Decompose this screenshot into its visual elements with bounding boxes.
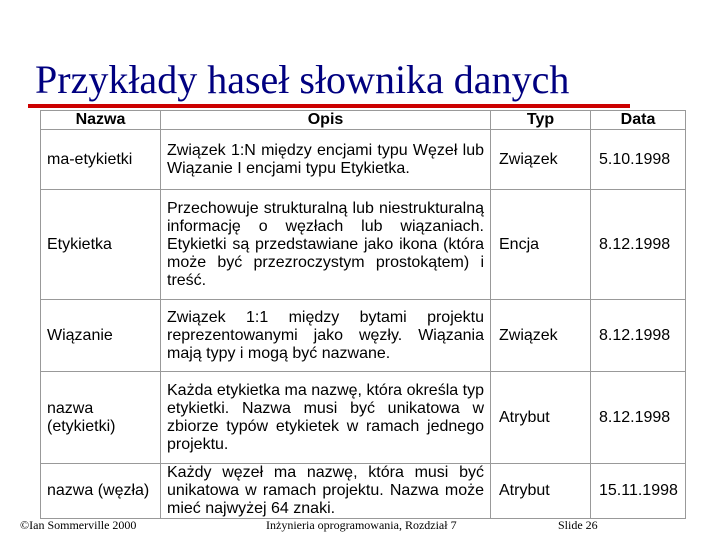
entry-date: 8.12.1998 xyxy=(591,300,686,372)
entry-description: Związek 1:1 między bytami projektu reprezentowanymi jako węzły. Wiązania mają typy i mogą być nazwane. xyxy=(161,300,491,372)
table-row xyxy=(41,130,686,190)
entry-description: Każdy węzeł ma nazwę, która musi być unikatowa w ramach projektu. Nazwa może mieć najwyżej 64 znaki. xyxy=(161,464,491,519)
entry-name: Wiązanie xyxy=(41,300,161,372)
entry-name: nazwa (węzła) xyxy=(41,464,161,519)
footer-copyright: ©Ian Sommerville 2000 xyxy=(20,518,137,532)
entry-type: Atrybut xyxy=(491,464,591,519)
entry-type: Atrybut xyxy=(491,372,591,464)
entry-date: 15.11.1998 xyxy=(591,464,686,519)
table-header-row xyxy=(41,111,686,130)
entry-type: Związek xyxy=(491,130,591,190)
footer-course-title: Inżynieria oprogramowania, Rozdział 7 xyxy=(266,518,457,532)
entry-type: Encja xyxy=(491,190,591,300)
table-row xyxy=(41,300,686,372)
entry-description: Przechowuje strukturalną lub niestrukturalną informację o węzłach lub wiązaniach. Etykietki są przedstawiane jako ikona (która może być przezroczystym prostokątem) i treść. xyxy=(161,190,491,300)
slide-title: Przykłady haseł słownika danych xyxy=(35,57,570,102)
table-row xyxy=(41,190,686,300)
table-row xyxy=(41,372,686,464)
entry-type: Związek xyxy=(491,300,591,372)
title-underline xyxy=(28,104,630,108)
column-header-name: Nazwa xyxy=(41,111,161,130)
entry-description: Związek 1:N między encjami typu Węzeł lub Wiązanie I encjami typu Etykietka. xyxy=(161,130,491,190)
entry-name: nazwa (etykietki) xyxy=(41,372,161,464)
entry-name: Etykietka xyxy=(41,190,161,300)
entry-date: 8.12.1998 xyxy=(591,190,686,300)
column-header-description: Opis xyxy=(161,111,491,130)
data-dictionary-table xyxy=(40,110,686,519)
column-header-type: Typ xyxy=(491,111,591,130)
entry-name: ma-etykietki xyxy=(41,130,161,190)
table-row xyxy=(41,464,686,519)
entry-date: 8.12.1998 xyxy=(591,372,686,464)
entry-date: 5.10.1998 xyxy=(591,130,686,190)
entry-description: Każda etykietka ma nazwę, która określa typ etykietki. Nazwa musi być unikatowa w zbiorze typów etykietek w ramach jednego projektu. xyxy=(161,372,491,464)
footer-slide-number: Slide 26 xyxy=(558,518,598,532)
column-header-date: Data xyxy=(591,111,686,130)
